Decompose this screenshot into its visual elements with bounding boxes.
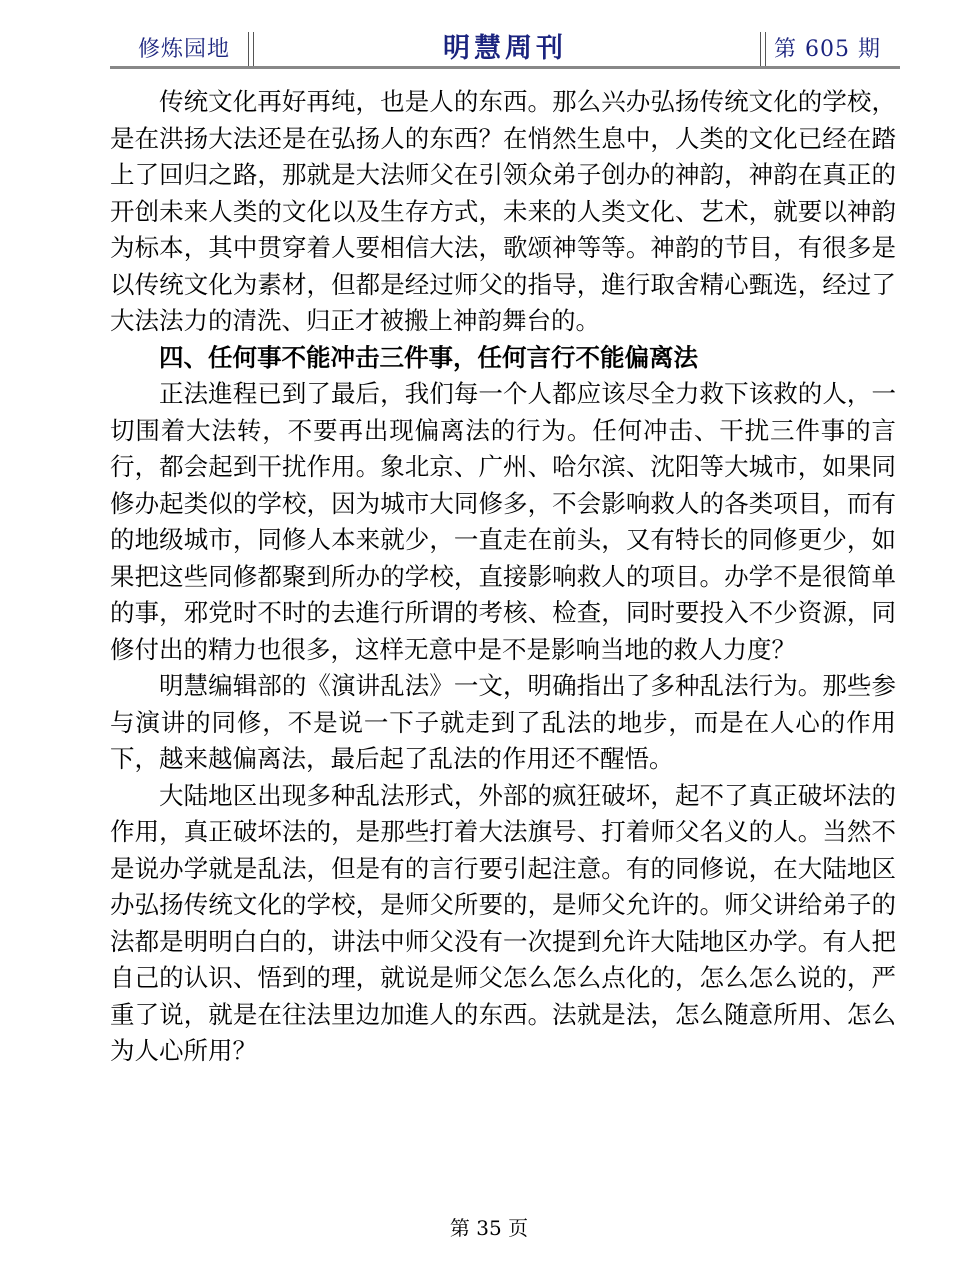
section-heading: 四、任何事不能冲击三件事，任何言行不能偏离法: [159, 342, 698, 372]
issue-number: 第 605 期: [774, 37, 881, 62]
header-divider: [760, 32, 766, 66]
paragraph: 传统文化再好再纯，也是人的东西。那么兴办弘扬传统文化的学校，是在洪扬大法还是在弘扬人的东西？在悄然生息中，人类的文化已经在踏上了回归之路，那就是大法师父在引领众弟子创办的神韵，神韵在真正的开创未来人类的文化以及生存方式，未来的人类文化、艺术，就要以神韵为标本，其中贯穿着人要相信大法，歌颂神等等。神韵的节目，有很多是以传统文化为素材，但都是经过师父的指导，進行取舍精心甄选，经过了大法法力的清洗、归正才被搬上神韵舞台的。: [110, 87, 896, 335]
section-name: 修炼园地: [138, 37, 231, 62]
header-rule: [110, 66, 900, 69]
paragraph: 正法進程已到了最后，我们每一个人都应该尽全力救下该救的人，一切围着大法转，不要再出现偏离法的行为。任何冲击、干扰三件事的言行，都会起到干扰作用。象北京、广州、哈尔滨、沈阳等大城市，如果同修办起类似的学校，因为城市大同修多，不会影响救人的各类项目，而有的地级城市，同修人本来就少，一直走在前头，又有特长的同修更少，如果把这些同修都聚到所办的学校，直接影响救人的项目。办学不是很简单的事，邪党时不时的去進行所谓的考核、检查，同时要投入不少资源，同修付出的精力也很多，这样无意中是不是影响当地的救人力度？: [110, 379, 896, 664]
article-body: [110, 84, 896, 1070]
paragraph: 大陆地区出现多种乱法形式，外部的疯狂破坏，起不了真正破坏法的作用，真正破坏法的，是那些打着大法旗号、打着师父名义的人。当然不是说办学就是乱法，但是有的言行要引起注意。有的同修说，在大陆地区办弘扬传统文化的学校，是师父所要的，是师父允许的。师父讲给弟子的法都是明明白白的，讲法中师父没有一次提到允许大陆地区办学。有人把自己的认识、悟到的理，就说是师父怎么怎么点化的，怎么怎么说的，严重了说，就是在往法里边加進人的东西。法就是法，怎么随意所用、怎么为人心所用？: [110, 780, 896, 1065]
paragraph: 明慧编辑部的《演讲乱法》一文，明确指出了多种乱法行为。那些参与演讲的同修，不是说一下子就走到了乱法的地步，而是在人心的作用下，越来越偏离法，最后起了乱法的作用还不醒悟。: [110, 671, 896, 773]
page-header: [110, 22, 900, 68]
magazine-title: 明慧周刊: [443, 33, 567, 64]
page-number: 第 35 页: [449, 1216, 529, 1240]
